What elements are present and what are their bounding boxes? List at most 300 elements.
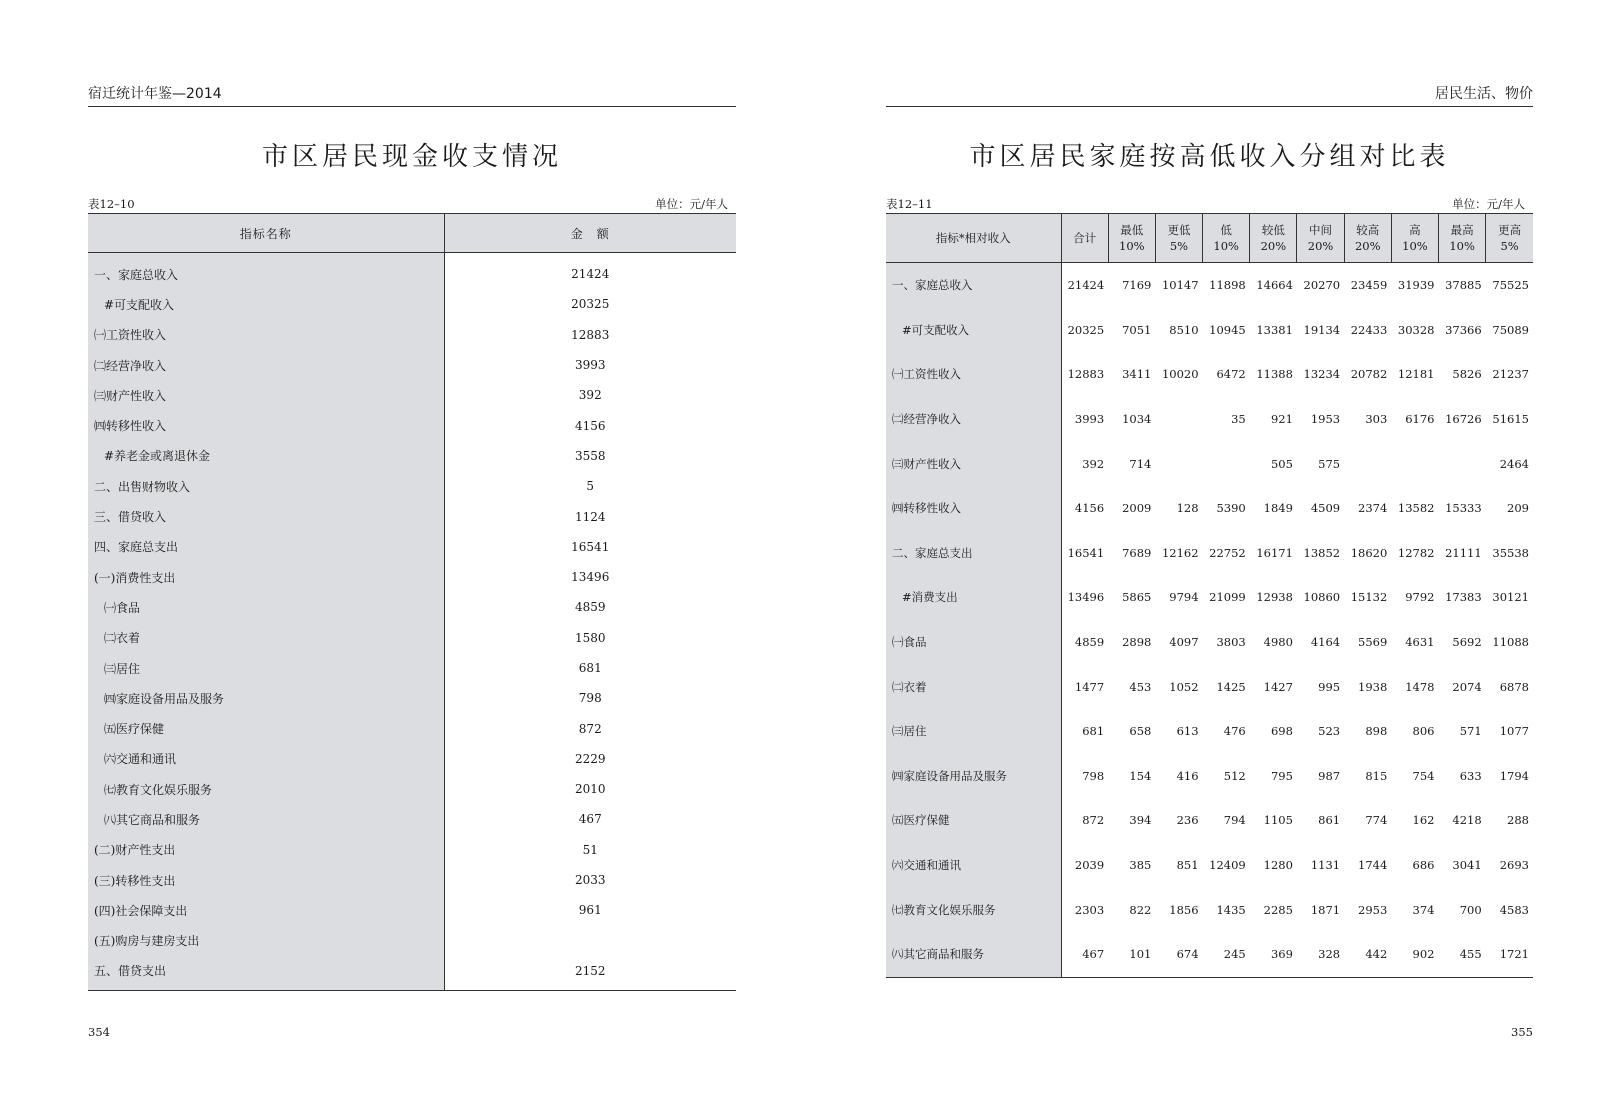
row-value: 9792 bbox=[1405, 590, 1435, 605]
column-header-label: 最高 bbox=[1450, 223, 1474, 237]
row-value: 795 bbox=[1270, 768, 1293, 783]
row-value: 303 bbox=[1365, 412, 1388, 427]
row-label: 二、出售财物收入 bbox=[88, 471, 444, 501]
row-label: ㈢居住 bbox=[88, 653, 444, 683]
row-value: 11088 bbox=[1492, 635, 1529, 650]
row-value: 1794 bbox=[1499, 768, 1529, 783]
row-value: 30121 bbox=[1492, 590, 1529, 605]
row-label: ㈠食品 bbox=[88, 592, 444, 622]
row-value: 30328 bbox=[1397, 322, 1435, 337]
row-value: 5826 bbox=[1452, 367, 1482, 382]
row-value: 1425 bbox=[1216, 679, 1246, 694]
row-label: ㈧其它商品和服务 bbox=[886, 932, 1061, 977]
table-row bbox=[88, 380, 736, 410]
row-value: 686 bbox=[1412, 858, 1435, 873]
table-row bbox=[88, 471, 736, 501]
row-label: 二、家庭总支出 bbox=[886, 531, 1061, 576]
table-row bbox=[88, 683, 736, 713]
row-value: 21424 bbox=[1067, 278, 1105, 293]
table-row bbox=[88, 623, 736, 653]
row-value: 75089 bbox=[1492, 322, 1529, 337]
row-value: 3993 bbox=[1074, 412, 1105, 427]
row-value: 2009 bbox=[1122, 501, 1152, 516]
table-row bbox=[886, 486, 1533, 531]
row-value: 4097 bbox=[1169, 635, 1199, 650]
row-value: 571 bbox=[1459, 724, 1482, 739]
page-title-right: 市区居民家庭按高低收入分组对比表 bbox=[969, 142, 1450, 172]
row-value: 2464 bbox=[1499, 456, 1529, 471]
column-header bbox=[1155, 214, 1202, 263]
column-header-share: 10% bbox=[1449, 239, 1475, 253]
page-title-left: 市区居民现金收支情况 bbox=[261, 142, 562, 172]
row-value: 392 bbox=[444, 380, 736, 410]
row-value: 8510 bbox=[1169, 322, 1199, 337]
row-label: 五、借贷支出 bbox=[88, 956, 444, 991]
row-value: 4859 bbox=[1074, 635, 1105, 650]
row-value: 633 bbox=[1459, 768, 1482, 783]
column-header-label: 指标*相对收入 bbox=[935, 231, 1011, 245]
table-row bbox=[88, 895, 736, 925]
row-value: 1721 bbox=[1499, 947, 1529, 962]
column-header-label: 更低 bbox=[1167, 223, 1191, 237]
row-value: 12162 bbox=[1161, 545, 1199, 560]
row-value bbox=[1344, 441, 1391, 486]
row-value: 1849 bbox=[1263, 501, 1293, 516]
row-value: 872 bbox=[444, 713, 736, 743]
row-value: 3411 bbox=[1122, 367, 1152, 382]
page-number-left: 354 bbox=[88, 1025, 110, 1039]
row-value: 5865 bbox=[1122, 590, 1152, 605]
row-value: 20270 bbox=[1303, 278, 1341, 293]
row-value: 16541 bbox=[444, 532, 736, 562]
row-value: 13582 bbox=[1397, 501, 1435, 516]
table-row bbox=[88, 562, 736, 592]
row-value: 16726 bbox=[1445, 412, 1482, 427]
row-value: 512 bbox=[1223, 768, 1246, 783]
table-unit: 单位：元/年人 bbox=[1452, 197, 1525, 211]
table-row bbox=[88, 320, 736, 350]
row-value: 1124 bbox=[444, 501, 736, 531]
column-header bbox=[1250, 214, 1297, 263]
row-value: 1131 bbox=[1310, 858, 1341, 873]
row-value: 613 bbox=[1176, 724, 1199, 739]
row-value: 4156 bbox=[1074, 501, 1105, 516]
row-value: 5692 bbox=[1452, 635, 1482, 650]
table-unit: 单位：元/年人 bbox=[655, 197, 728, 211]
row-value: 1744 bbox=[1358, 858, 1388, 873]
table-row bbox=[88, 532, 736, 562]
row-value: 162 bbox=[1412, 813, 1435, 828]
row-value: 21237 bbox=[1492, 367, 1529, 382]
row-value: 872 bbox=[1082, 813, 1105, 828]
row-value: 453 bbox=[1129, 679, 1152, 694]
row-value: 961 bbox=[444, 895, 736, 925]
row-label: ㈥交通和通讯 bbox=[88, 744, 444, 774]
row-value: 236 bbox=[1176, 813, 1199, 828]
column-header-share: 20% bbox=[1260, 239, 1287, 253]
row-value: 1938 bbox=[1358, 679, 1388, 694]
row-label: ㈤医疗保健 bbox=[88, 713, 444, 743]
running-header-left: 宿迁统计年鉴—2014 bbox=[88, 84, 736, 107]
column-header bbox=[1108, 214, 1155, 263]
row-value: 4859 bbox=[444, 592, 736, 622]
row-value: 4156 bbox=[444, 410, 736, 440]
table-row bbox=[886, 843, 1533, 888]
table-row bbox=[88, 350, 736, 380]
row-value: 575 bbox=[1318, 456, 1341, 471]
row-value: 3041 bbox=[1452, 858, 1482, 873]
row-value: 5 bbox=[444, 471, 736, 501]
row-value: 7689 bbox=[1122, 545, 1152, 560]
row-value: 2152 bbox=[444, 956, 736, 991]
column-header-label: 低 bbox=[1220, 223, 1232, 237]
row-value: 10020 bbox=[1161, 367, 1199, 382]
column-header-share: 5% bbox=[1169, 239, 1189, 253]
row-value: 15333 bbox=[1445, 501, 1482, 516]
row-label: #可支配收入 bbox=[886, 308, 1061, 353]
row-value: 5390 bbox=[1216, 501, 1246, 516]
table-row bbox=[886, 798, 1533, 843]
row-value: 1953 bbox=[1310, 412, 1341, 427]
row-value: 822 bbox=[1129, 902, 1152, 917]
row-value: 2010 bbox=[444, 774, 736, 804]
row-value: 288 bbox=[1507, 813, 1529, 828]
row-value: 851 bbox=[1176, 858, 1199, 873]
row-value: 1077 bbox=[1499, 724, 1529, 739]
row-value: 898 bbox=[1365, 724, 1388, 739]
column-header bbox=[1391, 214, 1438, 263]
row-value: 2898 bbox=[1122, 635, 1152, 650]
row-label: ㈣家庭设备用品及服务 bbox=[88, 683, 444, 713]
row-label: (二)财产性支出 bbox=[88, 835, 444, 865]
row-value: 1478 bbox=[1405, 679, 1435, 694]
row-value: 921 bbox=[1270, 412, 1293, 427]
table-row bbox=[886, 531, 1533, 576]
row-value: 328 bbox=[1318, 947, 1341, 962]
row-value: 11898 bbox=[1209, 278, 1246, 293]
row-value: 476 bbox=[1223, 724, 1246, 739]
table-wrapper-left bbox=[88, 213, 736, 991]
row-value: 1856 bbox=[1169, 902, 1199, 917]
column-header bbox=[1439, 214, 1486, 263]
row-value bbox=[1439, 441, 1486, 486]
table-row bbox=[886, 308, 1533, 353]
row-value: 700 bbox=[1459, 902, 1482, 917]
row-value: 1871 bbox=[1310, 902, 1341, 917]
column-header-share: 5% bbox=[1500, 239, 1519, 253]
row-label: ㈣转移性收入 bbox=[88, 410, 444, 440]
row-value: 4583 bbox=[1499, 902, 1529, 917]
row-value: 2303 bbox=[1074, 902, 1105, 917]
row-value: 798 bbox=[1082, 768, 1105, 783]
row-value: 7169 bbox=[1122, 278, 1152, 293]
row-label: #消费支出 bbox=[886, 575, 1061, 620]
row-label: 三、借贷收入 bbox=[88, 501, 444, 531]
column-header-label: 高 bbox=[1409, 223, 1421, 237]
table-row bbox=[88, 774, 736, 804]
row-value: 987 bbox=[1318, 768, 1341, 783]
table-row bbox=[88, 926, 736, 956]
row-value: 1280 bbox=[1263, 858, 1293, 873]
table-row bbox=[88, 410, 736, 440]
table-row bbox=[88, 865, 736, 895]
row-label: ㈣家庭设备用品及服务 bbox=[886, 754, 1061, 799]
row-value: 13496 bbox=[1067, 590, 1105, 605]
right-page bbox=[886, 0, 1533, 1099]
row-value: 2953 bbox=[1358, 902, 1388, 917]
row-value: 16171 bbox=[1256, 545, 1293, 560]
cash-income-expenditure-table bbox=[88, 213, 736, 991]
row-value: 369 bbox=[1270, 947, 1293, 962]
page-number-right: 355 bbox=[1511, 1025, 1533, 1039]
table-row bbox=[886, 754, 1533, 799]
row-value: 995 bbox=[1318, 679, 1341, 694]
row-value bbox=[444, 926, 736, 956]
table-row bbox=[886, 664, 1533, 709]
row-value: 394 bbox=[1129, 813, 1152, 828]
table-row bbox=[88, 956, 736, 991]
table-wrapper-right bbox=[886, 213, 1533, 978]
row-value: 22752 bbox=[1209, 545, 1246, 560]
row-value: 681 bbox=[444, 653, 736, 683]
row-value: 51 bbox=[444, 835, 736, 865]
row-value: 455 bbox=[1459, 947, 1482, 962]
row-label: ㈢财产性收入 bbox=[88, 380, 444, 410]
income-group-comparison-table bbox=[886, 213, 1533, 978]
column-header-label: 中间 bbox=[1309, 223, 1333, 237]
table-row bbox=[886, 352, 1533, 397]
table-header-row bbox=[88, 214, 736, 253]
row-value: 13852 bbox=[1303, 545, 1341, 560]
row-value: 794 bbox=[1223, 813, 1246, 828]
row-value: 1427 bbox=[1263, 679, 1293, 694]
row-value: 37366 bbox=[1445, 322, 1482, 337]
row-label: 四、家庭总支出 bbox=[88, 532, 444, 562]
running-header-right: 居民生活、物价 bbox=[886, 84, 1533, 107]
row-value: 20325 bbox=[1067, 322, 1105, 337]
row-value: 35538 bbox=[1492, 545, 1529, 560]
column-header-share: 20% bbox=[1354, 239, 1381, 253]
row-value: 12938 bbox=[1256, 590, 1293, 605]
row-value: 1105 bbox=[1263, 813, 1293, 828]
column-header bbox=[886, 214, 1061, 263]
row-value: 10147 bbox=[1161, 278, 1199, 293]
row-value: 505 bbox=[1270, 456, 1293, 471]
table-row bbox=[886, 709, 1533, 754]
row-label: #养老金或离退休金 bbox=[88, 441, 444, 471]
row-value: 245 bbox=[1223, 947, 1246, 962]
row-label: ㈥交通和通讯 bbox=[886, 843, 1061, 888]
row-value: 4980 bbox=[1263, 635, 1293, 650]
table-row bbox=[88, 713, 736, 743]
table-row bbox=[886, 887, 1533, 932]
row-value: 3803 bbox=[1216, 635, 1246, 650]
row-label: ㈤医疗保健 bbox=[886, 798, 1061, 843]
row-value: 21111 bbox=[1445, 545, 1482, 560]
row-value: 1435 bbox=[1216, 902, 1246, 917]
row-label: (三)转移性支出 bbox=[88, 865, 444, 895]
row-value: 20325 bbox=[444, 289, 736, 319]
row-value: 4509 bbox=[1310, 501, 1341, 516]
row-value: 681 bbox=[1082, 724, 1105, 739]
row-value: 9794 bbox=[1169, 590, 1199, 605]
left-page bbox=[88, 0, 736, 1099]
row-value: 2074 bbox=[1452, 679, 1482, 694]
row-value: 902 bbox=[1412, 947, 1435, 962]
table-row bbox=[88, 804, 736, 834]
row-label: ㈢财产性收入 bbox=[886, 441, 1061, 486]
table-row bbox=[88, 744, 736, 774]
row-label: ㈠食品 bbox=[886, 620, 1061, 665]
row-label: 一、家庭总收入 bbox=[88, 253, 444, 290]
row-label: ㈡经营净收入 bbox=[88, 350, 444, 380]
column-header-indicator: 指标名称 bbox=[88, 214, 444, 253]
row-label: 一、家庭总收入 bbox=[886, 263, 1061, 308]
row-label: ㈡经营净收入 bbox=[886, 397, 1061, 442]
row-label: ㈡衣着 bbox=[886, 664, 1061, 709]
column-header-label: 合计 bbox=[1073, 231, 1097, 245]
table-meta-left bbox=[88, 196, 736, 212]
row-value: 416 bbox=[1176, 768, 1199, 783]
table-row bbox=[886, 441, 1533, 486]
column-header bbox=[1344, 214, 1391, 263]
row-value: 17383 bbox=[1445, 590, 1482, 605]
row-label: ㈠工资性收入 bbox=[886, 352, 1061, 397]
row-value: 20782 bbox=[1350, 367, 1388, 382]
row-value: 5569 bbox=[1358, 635, 1388, 650]
row-value: 12409 bbox=[1209, 858, 1246, 873]
row-value bbox=[1391, 441, 1438, 486]
column-header-share: 10% bbox=[1213, 239, 1239, 253]
row-value bbox=[1203, 441, 1250, 486]
row-value: 1477 bbox=[1074, 679, 1105, 694]
column-header-label: 更高 bbox=[1498, 223, 1522, 237]
row-value: 21099 bbox=[1209, 590, 1246, 605]
row-value: 1034 bbox=[1122, 412, 1152, 427]
row-value: 13496 bbox=[444, 562, 736, 592]
column-header-label: 较高 bbox=[1356, 223, 1380, 237]
row-value: 1052 bbox=[1169, 679, 1199, 694]
row-value: 4164 bbox=[1310, 635, 1341, 650]
row-label: #可支配收入 bbox=[88, 289, 444, 319]
row-value: 754 bbox=[1412, 768, 1435, 783]
row-value: 442 bbox=[1365, 947, 1388, 962]
row-label: ㈧其它商品和服务 bbox=[88, 804, 444, 834]
table-row bbox=[88, 653, 736, 683]
row-value: 385 bbox=[1129, 858, 1152, 873]
column-header-label: 最低 bbox=[1120, 223, 1144, 237]
row-value: 21424 bbox=[444, 253, 736, 290]
column-header bbox=[1203, 214, 1250, 263]
row-label: ㈦教育文化娱乐服务 bbox=[88, 774, 444, 804]
row-value: 467 bbox=[1082, 947, 1105, 962]
row-value: 11388 bbox=[1256, 367, 1293, 382]
row-value: 3993 bbox=[444, 350, 736, 380]
row-value: 22433 bbox=[1350, 322, 1388, 337]
row-value: 15132 bbox=[1350, 590, 1388, 605]
row-label: ㈢居住 bbox=[886, 709, 1061, 754]
row-value: 6878 bbox=[1499, 679, 1529, 694]
row-value: 4218 bbox=[1452, 813, 1482, 828]
row-value: 12782 bbox=[1397, 545, 1435, 560]
row-value: 2374 bbox=[1358, 501, 1388, 516]
row-value: 75525 bbox=[1492, 278, 1529, 293]
row-value: 209 bbox=[1507, 501, 1529, 516]
row-value: 798 bbox=[444, 683, 736, 713]
table-row bbox=[886, 263, 1533, 308]
table-row bbox=[88, 592, 736, 622]
table-row bbox=[886, 620, 1533, 665]
row-value: 13234 bbox=[1303, 367, 1341, 382]
row-value: 13381 bbox=[1256, 322, 1293, 337]
column-header-share: 10% bbox=[1119, 239, 1145, 253]
row-value: 6176 bbox=[1405, 412, 1435, 427]
row-value: 774 bbox=[1365, 813, 1388, 828]
column-header-share: 20% bbox=[1307, 239, 1334, 253]
row-value: 14664 bbox=[1256, 278, 1293, 293]
row-value: 154 bbox=[1129, 768, 1152, 783]
row-value: 12883 bbox=[1067, 367, 1105, 382]
row-value: 10860 bbox=[1303, 590, 1341, 605]
row-value: 6472 bbox=[1216, 367, 1246, 382]
row-value: 4631 bbox=[1405, 635, 1435, 650]
row-value: 37885 bbox=[1445, 278, 1482, 293]
row-value: 51615 bbox=[1492, 412, 1529, 427]
table-meta-right bbox=[886, 196, 1533, 212]
table-row bbox=[886, 397, 1533, 442]
row-value: 1580 bbox=[444, 623, 736, 653]
row-value: 12883 bbox=[444, 320, 736, 350]
table-row bbox=[88, 253, 736, 290]
column-header bbox=[1297, 214, 1344, 263]
row-value: 861 bbox=[1318, 813, 1341, 828]
table-row bbox=[88, 501, 736, 531]
row-value: 714 bbox=[1129, 456, 1152, 471]
row-value: 698 bbox=[1270, 724, 1293, 739]
column-header bbox=[1061, 214, 1108, 263]
row-value: 19134 bbox=[1303, 322, 1341, 337]
table-row bbox=[886, 932, 1533, 977]
table-header-row bbox=[886, 214, 1533, 263]
table-number: 表12–10 bbox=[88, 197, 135, 211]
row-value: 523 bbox=[1318, 724, 1341, 739]
row-label: ㈦教育文化娱乐服务 bbox=[886, 887, 1061, 932]
table-row bbox=[88, 289, 736, 319]
row-label: ㈠工资性收入 bbox=[88, 320, 444, 350]
row-value: 2039 bbox=[1074, 858, 1105, 873]
table-row bbox=[88, 441, 736, 471]
row-value: 658 bbox=[1129, 724, 1152, 739]
row-value: 10945 bbox=[1209, 322, 1246, 337]
table-number: 表12–11 bbox=[886, 197, 933, 211]
row-value: 806 bbox=[1412, 724, 1435, 739]
row-label: (四)社会保障支出 bbox=[88, 895, 444, 925]
row-value: 2693 bbox=[1499, 858, 1529, 873]
row-value: 374 bbox=[1412, 902, 1435, 917]
column-header-label: 较低 bbox=[1261, 223, 1285, 237]
row-value: 7051 bbox=[1122, 322, 1152, 337]
row-value: 18620 bbox=[1350, 545, 1388, 560]
row-value: 16541 bbox=[1067, 545, 1105, 560]
row-value: 35 bbox=[1231, 412, 1246, 427]
table-row bbox=[88, 835, 736, 865]
row-label: ㈡衣着 bbox=[88, 623, 444, 653]
row-value: 128 bbox=[1176, 501, 1199, 516]
row-value: 3558 bbox=[444, 441, 736, 471]
row-label: ㈣转移性收入 bbox=[886, 486, 1061, 531]
column-header-amount: 金 额 bbox=[444, 214, 736, 253]
row-value: 101 bbox=[1129, 947, 1152, 962]
